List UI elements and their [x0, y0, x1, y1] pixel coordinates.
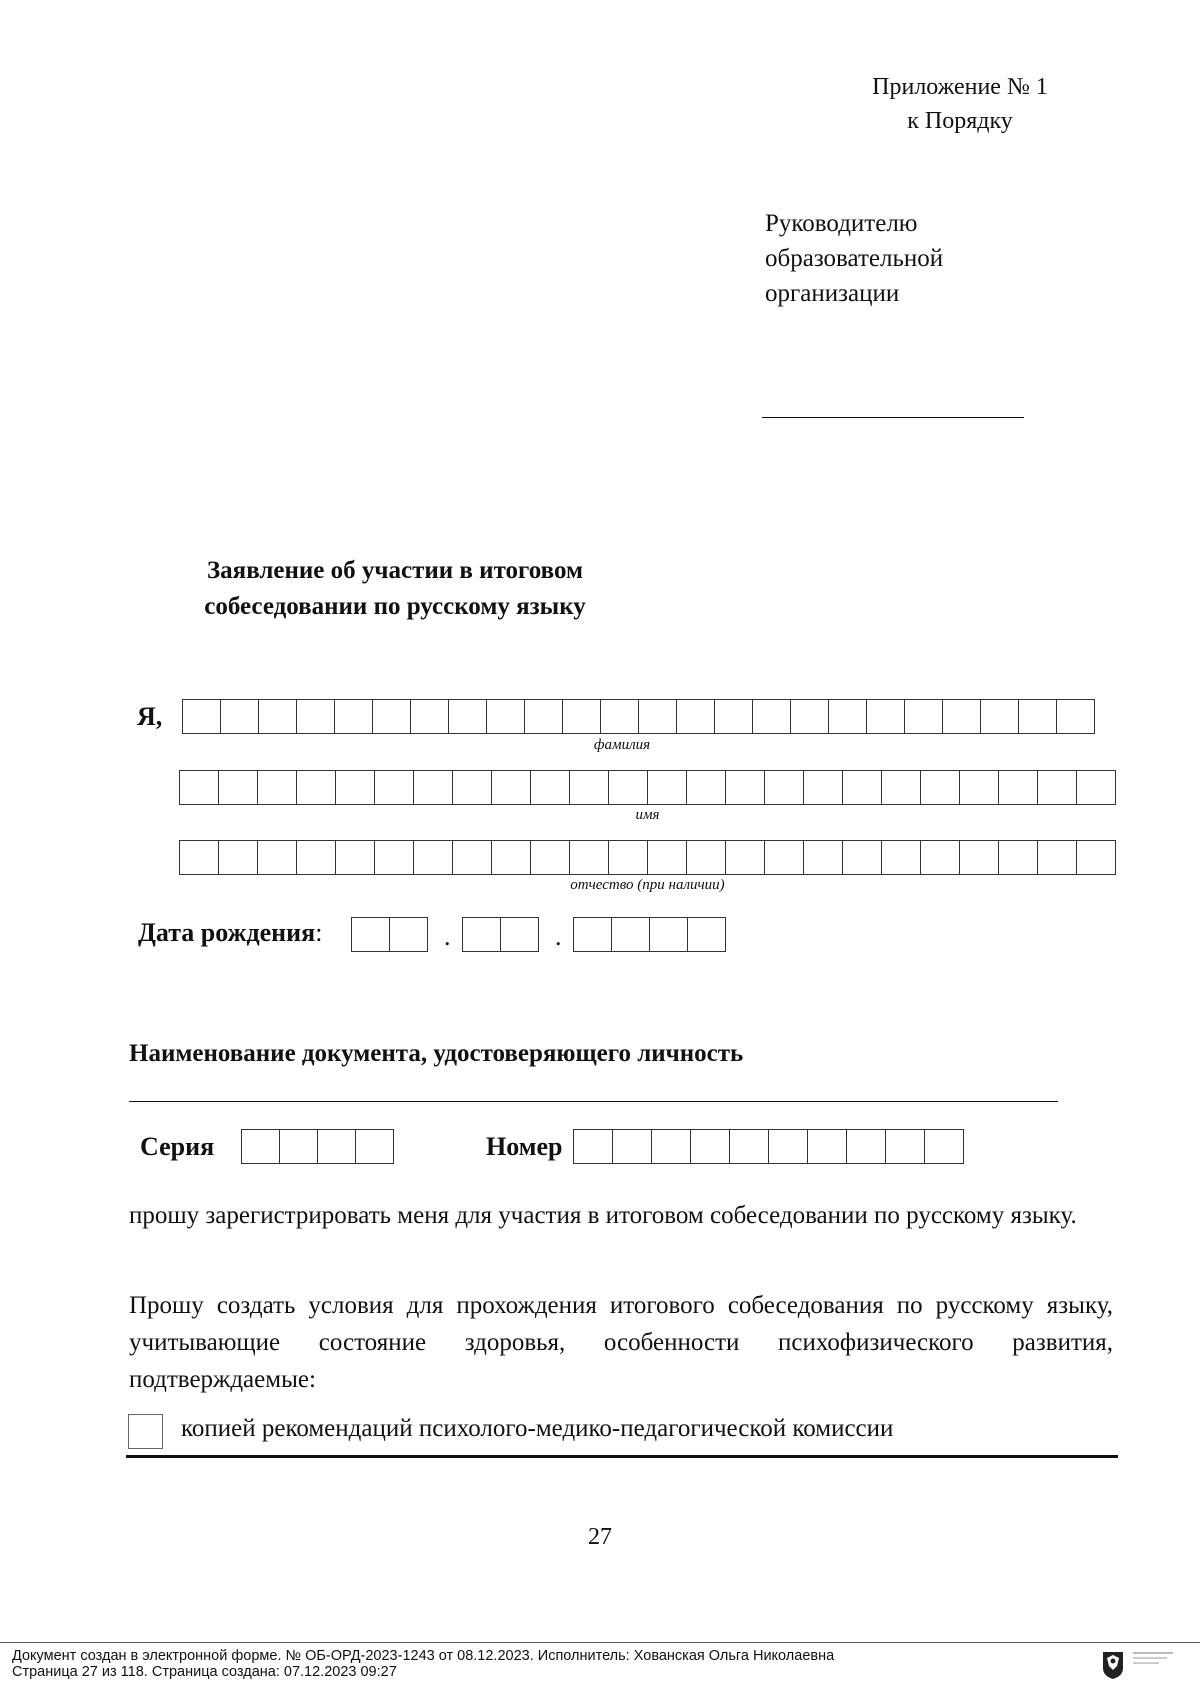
- footer-divider: [0, 1642, 1200, 1643]
- surname-cell[interactable]: [904, 699, 943, 734]
- name-cell[interactable]: [647, 770, 687, 805]
- patronymic-cell[interactable]: [725, 840, 765, 875]
- conditions-request: Прошу создать условия для прохождения итогового собеседования по русскому языку, учитывающие состояние здоровья, особенности психофизического развития, подтверждаемые:: [129, 1292, 1113, 1393]
- addressee-line2: образовательной: [765, 245, 944, 272]
- patronymic-cell[interactable]: [413, 840, 453, 875]
- surname-cell[interactable]: [600, 699, 639, 734]
- appendix-line2: к Порядку: [907, 108, 1013, 134]
- name-cell[interactable]: [608, 770, 648, 805]
- dob-separator-dot: .: [444, 922, 451, 951]
- name-cell[interactable]: [218, 770, 258, 805]
- name-cell[interactable]: [374, 770, 414, 805]
- series-cells[interactable]: [242, 1129, 394, 1164]
- dob-day-cell[interactable]: [389, 917, 428, 952]
- name-cell[interactable]: [842, 770, 882, 805]
- number-cell[interactable]: [846, 1129, 886, 1164]
- number-cell[interactable]: [807, 1129, 847, 1164]
- name-cell[interactable]: [881, 770, 921, 805]
- name-cell[interactable]: [1037, 770, 1077, 805]
- dob-year-cell[interactable]: [649, 917, 688, 952]
- name-hint: имя: [635, 807, 660, 823]
- patronymic-cell[interactable]: [374, 840, 414, 875]
- patronymic-cell[interactable]: [218, 840, 258, 875]
- form-title: [190, 553, 600, 625]
- surname-cell[interactable]: [676, 699, 715, 734]
- number-label: Номер: [486, 1132, 563, 1161]
- series-cell[interactable]: [355, 1129, 394, 1164]
- patronymic-cell[interactable]: [1076, 840, 1116, 875]
- patronymic-cell[interactable]: [803, 840, 843, 875]
- surname-cell[interactable]: [866, 699, 905, 734]
- number-cells[interactable]: [574, 1129, 964, 1164]
- patronymic-cell[interactable]: [764, 840, 804, 875]
- number-cell[interactable]: [573, 1129, 613, 1164]
- name-cells[interactable]: [180, 770, 1116, 805]
- patronymic-cell[interactable]: [179, 840, 219, 875]
- patronymic-cell[interactable]: [296, 840, 336, 875]
- surname-cell[interactable]: [980, 699, 1019, 734]
- surname-cell[interactable]: [828, 699, 867, 734]
- name-cell[interactable]: [725, 770, 765, 805]
- patronymic-cell[interactable]: [452, 840, 492, 875]
- surname-cell[interactable]: [372, 699, 411, 734]
- footer-line1: Документ создан в электронной форме. № ОБ-ОРД-2023-1243 от 08.12.2023. Исполнитель: Хованская Ольга Николаевна: [12, 1648, 835, 1664]
- surname-cell[interactable]: [790, 699, 829, 734]
- dob-label-group: [138, 918, 322, 948]
- name-cell[interactable]: [530, 770, 570, 805]
- patronymic-cell[interactable]: [491, 840, 531, 875]
- dob-colon: :: [315, 918, 323, 947]
- dob-year-cell[interactable]: [573, 917, 612, 952]
- i-label: Я,: [137, 702, 163, 731]
- patronymic-cell[interactable]: [569, 840, 609, 875]
- surname-cell[interactable]: [334, 699, 373, 734]
- footer-line2: Страница 27 из 118. Страница создана: 07.12.2023 09:27: [12, 1664, 397, 1680]
- document-footer: [12, 1648, 834, 1680]
- dob-month-cells[interactable]: [463, 917, 539, 952]
- title-line1: Заявление об участии в итоговом: [206, 557, 584, 584]
- surname-cells[interactable]: [183, 699, 1095, 734]
- surname-cell[interactable]: [752, 699, 791, 734]
- surname-cell[interactable]: [258, 699, 297, 734]
- surname-cell[interactable]: [448, 699, 487, 734]
- dob-year-cell[interactable]: [687, 917, 726, 952]
- pmpc-checkbox[interactable]: [128, 1414, 163, 1449]
- name-cell[interactable]: [491, 770, 531, 805]
- patronymic-cell[interactable]: [1037, 840, 1077, 875]
- logo-caption-icon: [1133, 1652, 1173, 1664]
- number-cell[interactable]: [651, 1129, 691, 1164]
- name-cell[interactable]: [959, 770, 999, 805]
- surname-cell[interactable]: [296, 699, 335, 734]
- id-document-line[interactable]: [129, 1101, 1058, 1102]
- surname-cell[interactable]: [182, 699, 221, 734]
- name-cell[interactable]: [413, 770, 453, 805]
- name-cell[interactable]: [764, 770, 804, 805]
- patronymic-hint: отчество (при наличии): [570, 877, 725, 893]
- addressee-block: [765, 206, 943, 311]
- patronymic-cell[interactable]: [686, 840, 726, 875]
- title-line2: собеседовании по русскому языку: [204, 593, 586, 620]
- id-document-label: Наименование документа, удостоверяющего личность: [129, 1040, 744, 1067]
- series-cell[interactable]: [317, 1129, 356, 1164]
- name-cell[interactable]: [998, 770, 1038, 805]
- coat-of-arms-icon: [1101, 1650, 1125, 1680]
- dob-year-cell[interactable]: [611, 917, 650, 952]
- surname-cell[interactable]: [942, 699, 981, 734]
- series-cell[interactable]: [241, 1129, 280, 1164]
- dob-label: Дата рождения: [138, 918, 316, 947]
- addressee-signature-line[interactable]: [762, 417, 1024, 418]
- number-cell[interactable]: [612, 1129, 652, 1164]
- name-cell[interactable]: [1076, 770, 1116, 805]
- surname-cell[interactable]: [410, 699, 449, 734]
- number-cell[interactable]: [690, 1129, 730, 1164]
- name-cell[interactable]: [803, 770, 843, 805]
- dob-month-cell[interactable]: [462, 917, 501, 952]
- patronymic-cell[interactable]: [959, 840, 999, 875]
- surname-hint: фамилия: [593, 737, 651, 753]
- surname-cell[interactable]: [714, 699, 753, 734]
- dob-month-cell[interactable]: [500, 917, 539, 952]
- dob-year-cells[interactable]: [574, 917, 726, 952]
- dob-day-cell[interactable]: [351, 917, 390, 952]
- surname-cell[interactable]: [486, 699, 525, 734]
- name-cell[interactable]: [296, 770, 336, 805]
- name-cell[interactable]: [686, 770, 726, 805]
- name-cell[interactable]: [452, 770, 492, 805]
- section-divider: [126, 1455, 1118, 1458]
- name-cell[interactable]: [179, 770, 219, 805]
- name-cell[interactable]: [920, 770, 960, 805]
- surname-cell[interactable]: [562, 699, 601, 734]
- patronymic-cell[interactable]: [881, 840, 921, 875]
- addressee-line1: Руководителю: [765, 210, 918, 237]
- number-cell[interactable]: [729, 1129, 769, 1164]
- number-cell[interactable]: [885, 1129, 925, 1164]
- patronymic-cell[interactable]: [608, 840, 648, 875]
- patronymic-cell[interactable]: [257, 840, 297, 875]
- name-cell[interactable]: [335, 770, 375, 805]
- surname-cell[interactable]: [1056, 699, 1095, 734]
- number-cell[interactable]: [768, 1129, 808, 1164]
- surname-cell[interactable]: [524, 699, 563, 734]
- patronymic-cell[interactable]: [335, 840, 375, 875]
- page-number: 27: [588, 1524, 612, 1550]
- registration-request: прошу зарегистрировать меня для участия в итоговом собеседовании по русскому языку.: [129, 1202, 1077, 1229]
- patronymic-cell[interactable]: [998, 840, 1038, 875]
- number-cell[interactable]: [924, 1129, 964, 1164]
- patronymic-cell[interactable]: [842, 840, 882, 875]
- addressee-line3: организации: [765, 280, 900, 307]
- patronymic-cell[interactable]: [647, 840, 687, 875]
- patronymic-cells[interactable]: [180, 840, 1116, 875]
- surname-cell[interactable]: [1018, 699, 1057, 734]
- appendix-note: [820, 70, 1100, 138]
- pmpc-checkbox-label: копией рекомендаций психолого-медико-педагогической комиссии: [181, 1415, 894, 1442]
- series-label: Серия: [140, 1132, 215, 1161]
- patronymic-cell[interactable]: [530, 840, 570, 875]
- name-cell[interactable]: [569, 770, 609, 805]
- appendix-line1: Приложение № 1: [872, 74, 1048, 100]
- surname-cell[interactable]: [220, 699, 259, 734]
- series-cell[interactable]: [279, 1129, 318, 1164]
- name-cell[interactable]: [257, 770, 297, 805]
- surname-cell[interactable]: [638, 699, 677, 734]
- dob-day-cells[interactable]: [352, 917, 428, 952]
- dob-separator-dot: .: [555, 922, 562, 951]
- patronymic-cell[interactable]: [920, 840, 960, 875]
